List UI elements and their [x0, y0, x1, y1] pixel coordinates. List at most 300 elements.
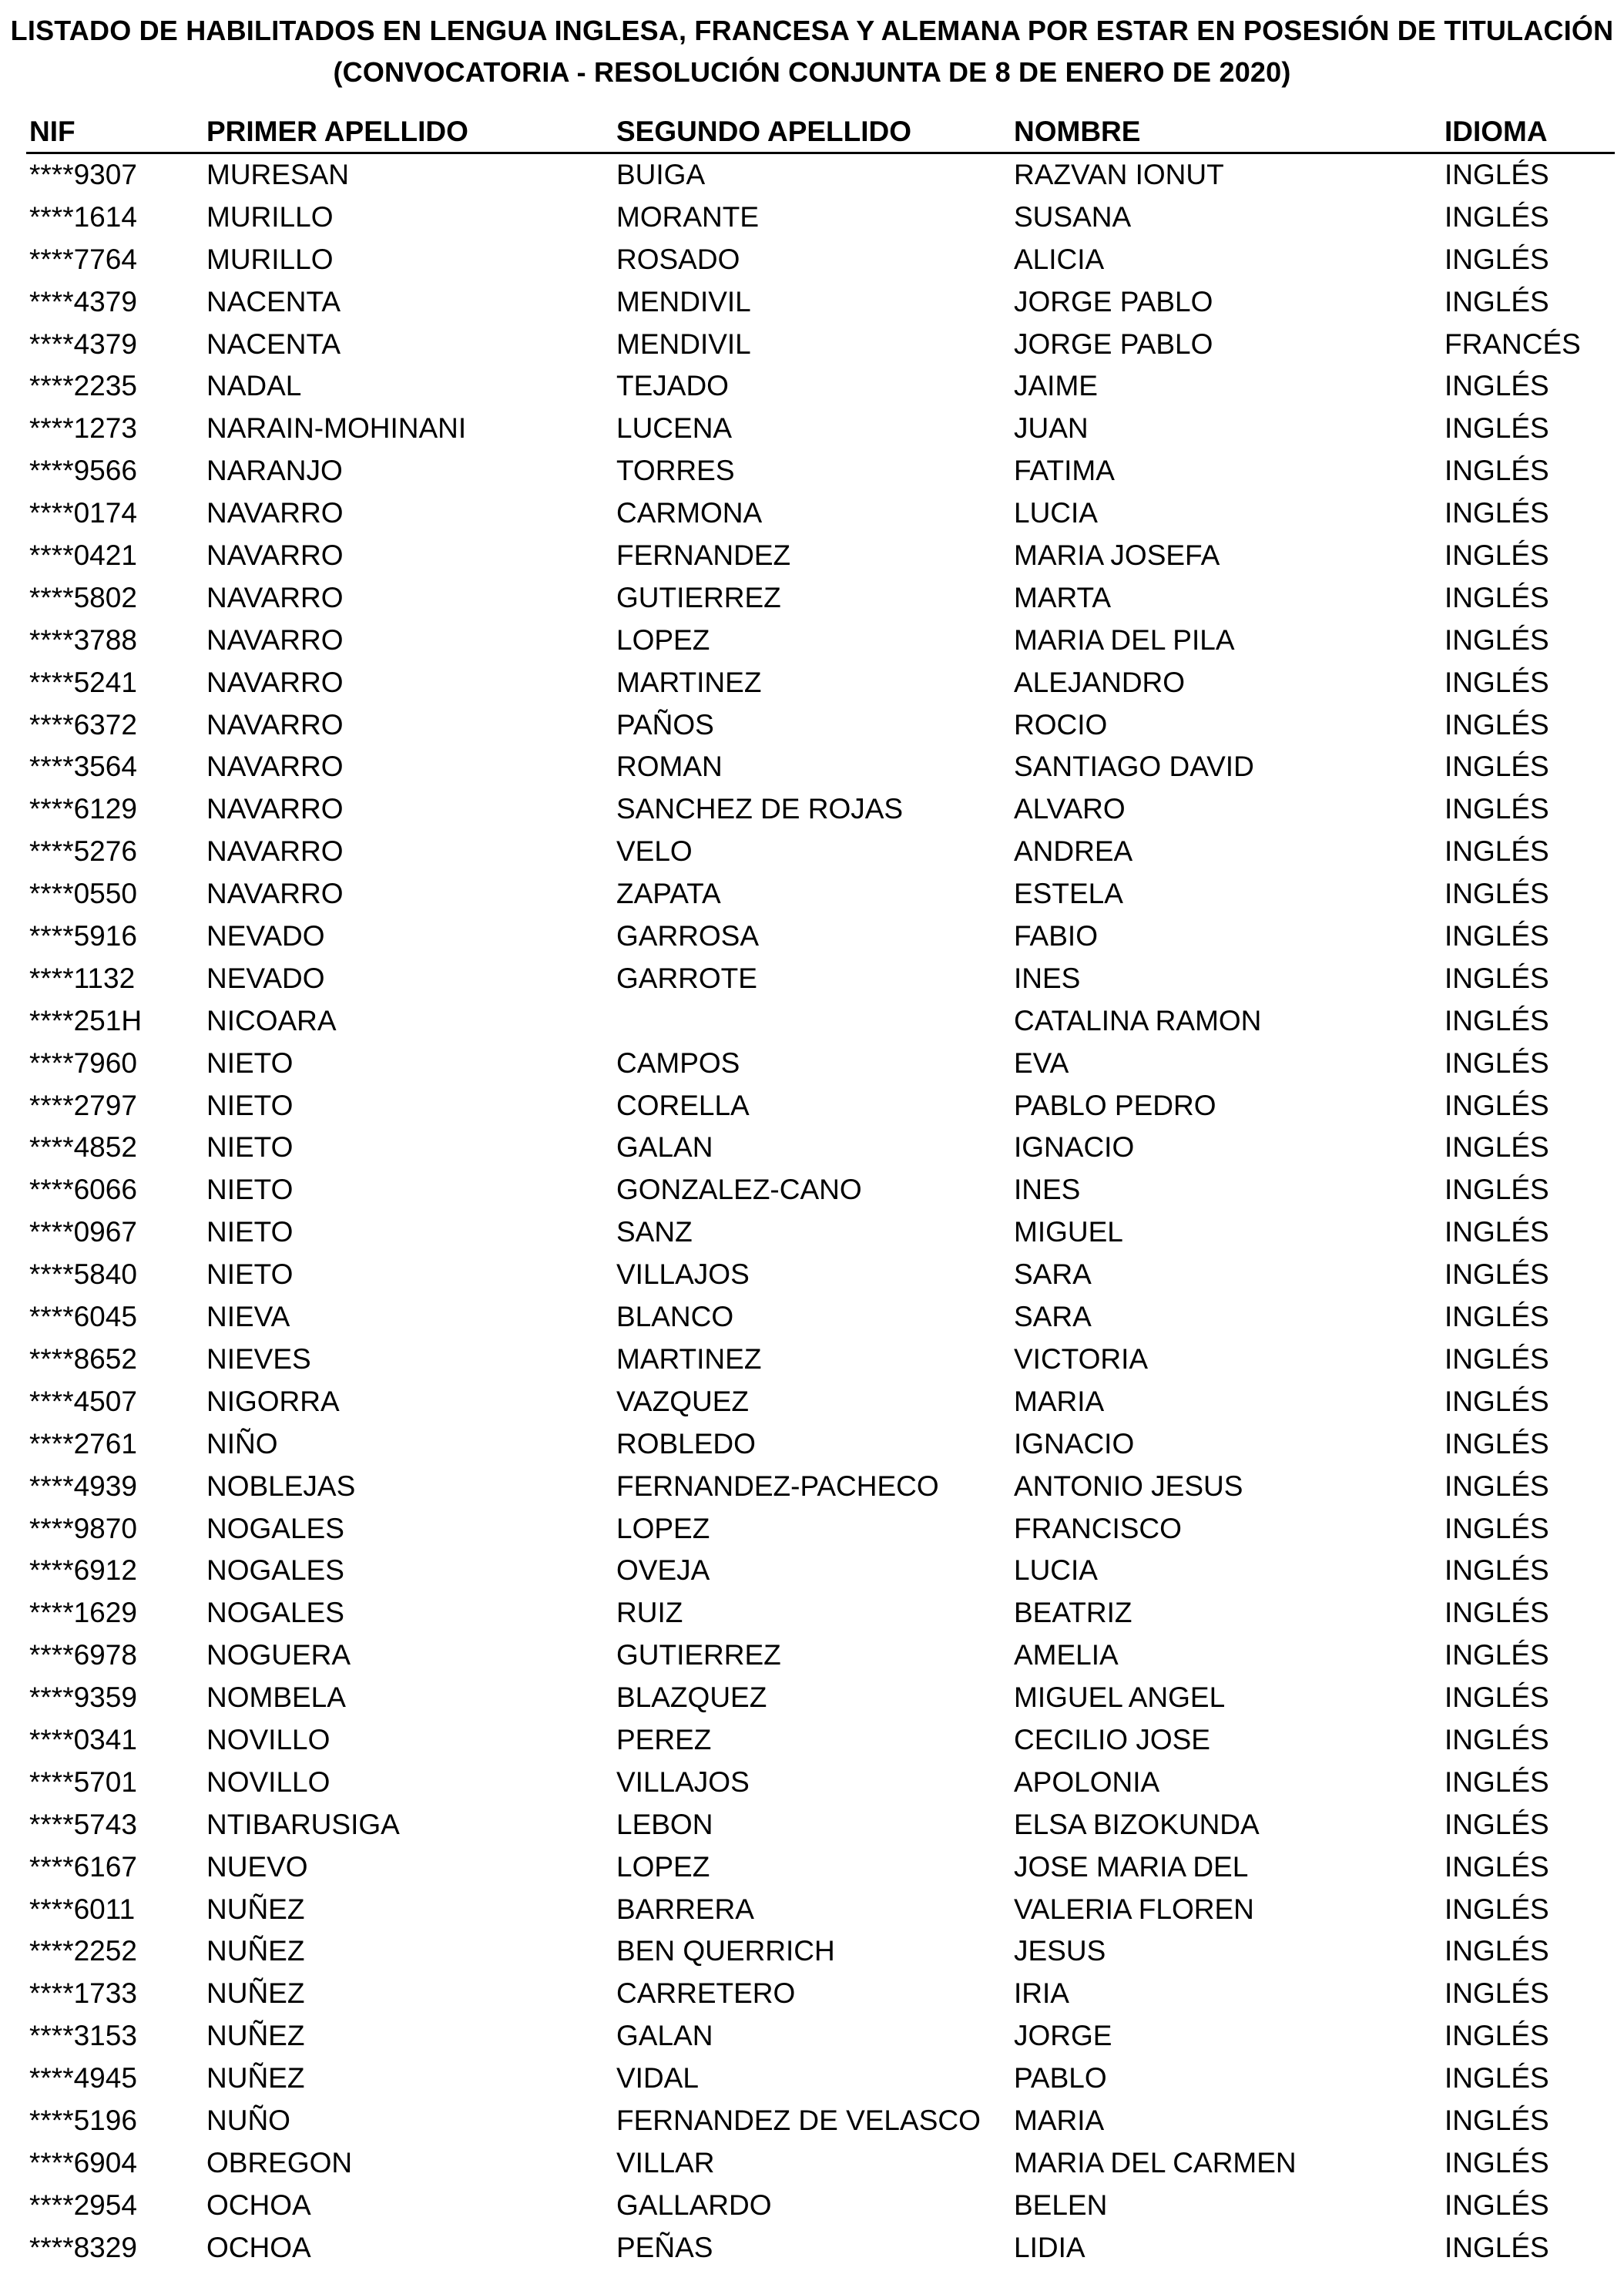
table-body — [0, 156, 1624, 2271]
table-row — [0, 832, 1624, 875]
cell-primer-apellido: NUÑEZ — [206, 2062, 305, 2095]
table-row — [0, 790, 1624, 832]
cell-segundo-apellido: ROBLEDO — [616, 1427, 756, 1460]
cell-idioma: INGLÉS — [1444, 2104, 1549, 2136]
cell-nombre: MARIA JOSEFA — [1014, 539, 1220, 572]
header-primer-apellido: PRIMER APELLIDO — [206, 116, 468, 147]
cell-primer-apellido: NUÑEZ — [206, 1977, 305, 2010]
cell-nombre: JUAN — [1014, 412, 1089, 445]
cell-nif: ****9359 — [29, 1681, 137, 1714]
cell-idioma: INGLÉS — [1444, 962, 1549, 994]
cell-idioma: INGLÉS — [1444, 2146, 1549, 2179]
cell-nombre: VICTORIA — [1014, 1342, 1149, 1375]
cell-segundo-apellido: BLANCO — [616, 1301, 734, 1333]
cell-segundo-apellido: GUTIERREZ — [616, 581, 781, 613]
table-row — [0, 875, 1624, 917]
cell-nif: ****7960 — [29, 1046, 137, 1079]
cell-nif: ****251H — [29, 1004, 143, 1036]
cell-segundo-apellido: LOPEZ — [616, 1512, 710, 1544]
cell-idioma: INGLÉS — [1444, 2020, 1549, 2052]
table-row — [0, 1763, 1624, 1806]
cell-idioma: INGLÉS — [1444, 708, 1549, 741]
cell-nif: ****8329 — [29, 2231, 137, 2263]
cell-segundo-apellido: GALAN — [616, 1131, 713, 1164]
table-row — [0, 325, 1624, 368]
cell-segundo-apellido: MENDIVIL — [616, 285, 751, 317]
cell-idioma: INGLÉS — [1444, 1512, 1549, 1544]
cell-nombre: MARIA — [1014, 1385, 1105, 1417]
cell-idioma: INGLÉS — [1444, 2062, 1549, 2095]
cell-nif: ****0550 — [29, 878, 137, 910]
cell-nif: ****4939 — [29, 1470, 137, 1502]
table-row — [0, 1974, 1624, 2017]
cell-nombre: ANDREA — [1014, 835, 1133, 868]
cell-idioma: INGLÉS — [1444, 1850, 1549, 1883]
cell-nombre: CECILIO JOSE — [1014, 1723, 1210, 1755]
cell-primer-apellido: NAVARRO — [206, 793, 344, 825]
cell-primer-apellido: NAVARRO — [206, 497, 344, 529]
table-row — [0, 1382, 1624, 1425]
cell-nombre: INES — [1014, 1174, 1081, 1206]
cell-primer-apellido: NOBLEJAS — [206, 1470, 356, 1502]
cell-nombre: APOLONIA — [1014, 1765, 1160, 1798]
cell-segundo-apellido: GONZALEZ-CANO — [616, 1174, 862, 1206]
cell-nombre: JOSE MARIA DEL — [1014, 1850, 1249, 1883]
cell-idioma: INGLÉS — [1444, 2231, 1549, 2263]
table-row — [0, 2186, 1624, 2229]
cell-segundo-apellido: MARTINEZ — [616, 1342, 762, 1375]
cell-nif: ****5241 — [29, 666, 137, 698]
table-row — [0, 283, 1624, 325]
cell-idioma: INGLÉS — [1444, 1089, 1549, 1121]
table-row — [0, 663, 1624, 706]
cell-nif: ****4945 — [29, 2062, 137, 2095]
cell-idioma: INGLÉS — [1444, 1935, 1549, 1967]
cell-nombre: ESTELA — [1014, 878, 1123, 910]
table-row — [0, 1594, 1624, 1636]
cell-primer-apellido: NUÑEZ — [206, 1935, 305, 1967]
cell-nombre: MARIA DEL CARMEN — [1014, 2146, 1297, 2179]
header-idioma: IDIOMA — [1444, 116, 1548, 147]
cell-idioma: INGLÉS — [1444, 243, 1549, 275]
cell-primer-apellido: NIETO — [206, 1046, 294, 1079]
cell-nif: ****1614 — [29, 200, 137, 233]
cell-idioma: INGLÉS — [1444, 1342, 1549, 1375]
cell-segundo-apellido: CORELLA — [616, 1089, 750, 1121]
cell-nif: ****3788 — [29, 623, 137, 656]
cell-nif: ****5701 — [29, 1765, 137, 1798]
cell-idioma: INGLÉS — [1444, 1808, 1549, 1840]
cell-nif: ****6066 — [29, 1174, 137, 1206]
cell-segundo-apellido: VELO — [616, 835, 693, 868]
table-row — [0, 621, 1624, 663]
cell-idioma: INGLÉS — [1444, 455, 1549, 487]
cell-primer-apellido: NOMBELA — [206, 1681, 346, 1714]
cell-nombre: MIGUEL — [1014, 1216, 1123, 1248]
table-row — [0, 156, 1624, 198]
table-row — [0, 2017, 1624, 2059]
cell-segundo-apellido: VILLAR — [616, 2146, 715, 2179]
cell-idioma: INGLÉS — [1444, 1131, 1549, 1164]
cell-nif: ****5196 — [29, 2104, 137, 2136]
cell-nombre: RAZVAN IONUT — [1014, 159, 1224, 190]
table-row — [0, 1087, 1624, 1129]
cell-primer-apellido: NIGORRA — [206, 1385, 340, 1417]
cell-idioma: INGLÉS — [1444, 1258, 1549, 1291]
cell-primer-apellido: NAVARRO — [206, 539, 344, 572]
cell-primer-apellido: NIEVES — [206, 1342, 311, 1375]
cell-primer-apellido: NUEVO — [206, 1850, 308, 1883]
cell-nombre: ELSA BIZOKUNDA — [1014, 1808, 1260, 1840]
cell-nombre: JORGE PABLO — [1014, 285, 1213, 317]
cell-primer-apellido: OCHOA — [206, 2231, 311, 2263]
cell-idioma: INGLÉS — [1444, 751, 1549, 783]
cell-segundo-apellido: FERNANDEZ-PACHECO — [616, 1470, 939, 1502]
table-row — [0, 198, 1624, 240]
cell-segundo-apellido: PAÑOS — [616, 708, 714, 741]
cell-segundo-apellido: TEJADO — [616, 370, 729, 402]
table-row — [0, 1848, 1624, 1890]
table-row — [0, 747, 1624, 790]
cell-nif: ****6372 — [29, 708, 137, 741]
cell-nombre: LIDIA — [1014, 2231, 1085, 2263]
cell-segundo-apellido: LUCENA — [616, 412, 733, 445]
cell-nif: ****6011 — [29, 1893, 136, 1925]
table-row — [0, 1298, 1624, 1340]
cell-segundo-apellido: ROSADO — [616, 243, 740, 275]
cell-segundo-apellido: CARMONA — [616, 497, 763, 529]
cell-nombre: ROCIO — [1014, 708, 1108, 741]
table-row — [0, 2059, 1624, 2101]
cell-nif: ****2797 — [29, 1089, 137, 1121]
cell-primer-apellido: NUÑEZ — [206, 1893, 305, 1925]
cell-nif: ****6045 — [29, 1301, 137, 1333]
cell-nif: ****5802 — [29, 581, 137, 613]
cell-primer-apellido: NOVILLO — [206, 1723, 331, 1755]
cell-idioma: INGLÉS — [1444, 1765, 1549, 1798]
table-row — [0, 536, 1624, 579]
cell-segundo-apellido: BARRERA — [616, 1893, 754, 1925]
cell-nif: ****2252 — [29, 1935, 137, 1967]
cell-primer-apellido: OBREGON — [206, 2146, 353, 2179]
cell-nif: ****0421 — [29, 539, 137, 572]
cell-nombre: SARA — [1014, 1301, 1092, 1333]
cell-nombre: MARIA — [1014, 2104, 1105, 2136]
cell-primer-apellido: NEVADO — [206, 962, 325, 994]
cell-nombre: MIGUEL ANGEL — [1014, 1681, 1226, 1714]
document-subtitle: (CONVOCATORIA - RESOLUCIÓN CONJUNTA DE 8 DE ENERO DE 2020) — [333, 56, 1291, 88]
cell-segundo-apellido: ZAPATA — [616, 878, 721, 910]
cell-segundo-apellido: SANZ — [616, 1216, 693, 1248]
cell-idioma: INGLÉS — [1444, 1681, 1549, 1714]
cell-nombre: ALEJANDRO — [1014, 666, 1186, 698]
cell-primer-apellido: NAVARRO — [206, 835, 344, 868]
cell-nombre: MARTA — [1014, 581, 1112, 613]
cell-primer-apellido: NARAIN-MOHINANI — [206, 412, 467, 445]
table-row — [0, 1467, 1624, 1510]
cell-segundo-apellido: LOPEZ — [616, 1850, 710, 1883]
cell-segundo-apellido: RUIZ — [616, 1597, 683, 1629]
cell-idioma: INGLÉS — [1444, 1723, 1549, 1755]
cell-nombre: ANTONIO JESUS — [1014, 1470, 1243, 1502]
cell-nif: ****9566 — [29, 455, 137, 487]
cell-idioma: INGLÉS — [1444, 1046, 1549, 1079]
cell-idioma: INGLÉS — [1444, 1639, 1549, 1671]
table-row — [0, 2144, 1624, 2186]
cell-nif: ****6167 — [29, 1850, 137, 1883]
table-row — [0, 452, 1624, 494]
cell-idioma: INGLÉS — [1444, 920, 1549, 952]
cell-segundo-apellido: MORANTE — [616, 200, 759, 233]
table-row — [0, 1721, 1624, 1763]
cell-primer-apellido: NADAL — [206, 370, 302, 402]
cell-idioma: INGLÉS — [1444, 1893, 1549, 1925]
cell-segundo-apellido: MENDIVIL — [616, 328, 751, 360]
cell-nombre: SANTIAGO DAVID — [1014, 751, 1254, 783]
cell-idioma: INGLÉS — [1444, 1470, 1549, 1502]
cell-primer-apellido: NUÑEZ — [206, 2020, 305, 2052]
table-row — [0, 1340, 1624, 1382]
cell-nif: ****9870 — [29, 1512, 137, 1544]
table-row — [0, 2229, 1624, 2271]
cell-segundo-apellido: MARTINEZ — [616, 666, 762, 698]
cell-segundo-apellido: FERNANDEZ DE VELASCO — [616, 2104, 981, 2136]
cell-nombre: VALERIA FLOREN — [1014, 1893, 1254, 1925]
cell-nif: ****6978 — [29, 1639, 137, 1671]
cell-nombre: BELEN — [1014, 2189, 1108, 2221]
cell-idioma: INGLÉS — [1444, 1977, 1549, 2010]
header-nombre: NOMBRE — [1014, 116, 1141, 147]
table-row — [0, 1806, 1624, 1848]
cell-idioma: INGLÉS — [1444, 878, 1549, 910]
cell-nombre: IRIA — [1014, 1977, 1069, 2010]
table-row — [0, 579, 1624, 621]
cell-nif: ****0174 — [29, 497, 137, 529]
cell-segundo-apellido: VILLAJOS — [616, 1765, 750, 1798]
cell-idioma: INGLÉS — [1444, 1385, 1549, 1417]
cell-segundo-apellido: BEN QUERRICH — [616, 1935, 835, 1967]
cell-nif: ****6904 — [29, 2146, 137, 2179]
document-title: LISTADO DE HABILITADOS EN LENGUA INGLESA, FRANCESA Y ALEMANA POR ESTAR EN POSESIÓN DE TITULACIÓN — [10, 15, 1614, 46]
table-row — [0, 1255, 1624, 1298]
cell-nif: ****2761 — [29, 1427, 137, 1460]
cell-primer-apellido: NIEVA — [206, 1301, 290, 1333]
cell-idioma: INGLÉS — [1444, 581, 1549, 613]
cell-primer-apellido: NOVILLO — [206, 1765, 331, 1798]
cell-nif: ****9307 — [29, 159, 137, 190]
cell-nif: ****5840 — [29, 1258, 137, 1291]
cell-primer-apellido: NACENTA — [206, 285, 341, 317]
cell-segundo-apellido: ROMAN — [616, 751, 723, 783]
cell-idioma: INGLÉS — [1444, 1301, 1549, 1333]
cell-primer-apellido: NAVARRO — [206, 878, 344, 910]
table-row — [0, 1128, 1624, 1171]
cell-segundo-apellido: GARROTE — [616, 962, 757, 994]
cell-nombre: MARIA DEL PILA — [1014, 623, 1235, 656]
cell-primer-apellido: NAVARRO — [206, 623, 344, 656]
cell-idioma: INGLÉS — [1444, 1427, 1549, 1460]
cell-primer-apellido: NIETO — [206, 1131, 294, 1164]
cell-idioma: FRANCÉS — [1444, 328, 1581, 360]
table-row — [0, 1171, 1624, 1213]
cell-nombre: PABLO — [1014, 2062, 1107, 2095]
header-divider — [26, 152, 1615, 154]
cell-segundo-apellido: GARROSA — [616, 920, 760, 952]
cell-idioma: INGLÉS — [1444, 497, 1549, 529]
cell-nif: ****5743 — [29, 1808, 137, 1840]
cell-idioma: INGLÉS — [1444, 1216, 1549, 1248]
cell-primer-apellido: MURILLO — [206, 200, 334, 233]
table-row — [0, 1044, 1624, 1087]
cell-primer-apellido: NAVARRO — [206, 666, 344, 698]
cell-idioma: INGLÉS — [1444, 1174, 1549, 1206]
cell-nif: ****5916 — [29, 920, 137, 952]
cell-primer-apellido: NICOARA — [206, 1004, 337, 1036]
cell-nombre: ALVARO — [1014, 793, 1126, 825]
cell-segundo-apellido: BUIGA — [616, 159, 706, 190]
cell-idioma: INGLÉS — [1444, 2189, 1549, 2221]
cell-nombre: LUCIA — [1014, 1554, 1098, 1587]
cell-segundo-apellido: GUTIERREZ — [616, 1639, 781, 1671]
table-row — [0, 2101, 1624, 2144]
table-row — [0, 1932, 1624, 1974]
cell-idioma: INGLÉS — [1444, 835, 1549, 868]
cell-nombre: PABLO PEDRO — [1014, 1089, 1216, 1121]
cell-segundo-apellido: PEREZ — [616, 1723, 712, 1755]
cell-nombre: FATIMA — [1014, 455, 1115, 487]
table-row — [0, 494, 1624, 536]
cell-nif: ****3153 — [29, 2020, 137, 2052]
cell-nif: ****6129 — [29, 793, 137, 825]
cell-idioma: INGLÉS — [1444, 370, 1549, 402]
cell-idioma: INGLÉS — [1444, 1597, 1549, 1629]
cell-idioma: INGLÉS — [1444, 1554, 1549, 1587]
header-nif: NIF — [29, 116, 75, 147]
cell-nombre: JORGE — [1014, 2020, 1112, 2052]
cell-nombre: CATALINA RAMON — [1014, 1004, 1262, 1036]
cell-primer-apellido: OCHOA — [206, 2189, 311, 2221]
cell-nif: ****2954 — [29, 2189, 137, 2221]
cell-nif: ****1132 — [29, 962, 136, 994]
cell-idioma: INGLÉS — [1444, 159, 1549, 190]
cell-nombre: FRANCISCO — [1014, 1512, 1182, 1544]
cell-segundo-apellido: GALLARDO — [616, 2189, 772, 2221]
cell-nif: ****2235 — [29, 370, 137, 402]
cell-segundo-apellido: VIDAL — [616, 2062, 699, 2095]
cell-nif: ****8652 — [29, 1342, 137, 1375]
cell-idioma: INGLÉS — [1444, 793, 1549, 825]
cell-nif: ****5276 — [29, 835, 137, 868]
cell-segundo-apellido: VAZQUEZ — [616, 1385, 749, 1417]
cell-nombre: BEATRIZ — [1014, 1597, 1132, 1629]
cell-segundo-apellido: CAMPOS — [616, 1046, 740, 1079]
cell-segundo-apellido: OVEJA — [616, 1554, 710, 1587]
cell-idioma: INGLÉS — [1444, 200, 1549, 233]
table-row — [0, 1636, 1624, 1678]
cell-nombre: JESUS — [1014, 1935, 1106, 1967]
cell-segundo-apellido: FERNANDEZ — [616, 539, 791, 572]
cell-nif: ****1629 — [29, 1597, 137, 1629]
cell-nombre: JORGE PABLO — [1014, 328, 1213, 360]
cell-nombre: IGNACIO — [1014, 1131, 1135, 1164]
cell-segundo-apellido: VILLAJOS — [616, 1258, 750, 1291]
table-row — [0, 1890, 1624, 1933]
cell-primer-apellido: NAVARRO — [206, 708, 344, 741]
cell-nif: ****6912 — [29, 1554, 137, 1587]
cell-primer-apellido: NARANJO — [206, 455, 343, 487]
cell-nif: ****0341 — [29, 1723, 137, 1755]
cell-idioma: INGLÉS — [1444, 539, 1549, 572]
cell-nif: ****4379 — [29, 328, 137, 360]
cell-primer-apellido: NACENTA — [206, 328, 341, 360]
table-row — [0, 959, 1624, 1002]
table-row — [0, 1425, 1624, 1467]
cell-primer-apellido: NAVARRO — [206, 751, 344, 783]
table-row — [0, 1213, 1624, 1255]
cell-nif: ****4379 — [29, 285, 137, 317]
cell-primer-apellido: NTIBARUSIGA — [206, 1808, 400, 1840]
cell-primer-apellido: NOGALES — [206, 1554, 344, 1587]
cell-nif: ****1733 — [29, 1977, 137, 2010]
cell-primer-apellido: NOGALES — [206, 1512, 344, 1544]
cell-nombre: JAIME — [1014, 370, 1098, 402]
cell-nombre: EVA — [1014, 1046, 1069, 1079]
table-row — [0, 409, 1624, 452]
cell-primer-apellido: MURILLO — [206, 243, 334, 275]
cell-segundo-apellido: PEÑAS — [616, 2231, 713, 2263]
cell-primer-apellido: NIETO — [206, 1089, 294, 1121]
cell-nif: ****4852 — [29, 1131, 137, 1164]
cell-nif: ****3564 — [29, 751, 137, 783]
cell-segundo-apellido: SANCHEZ DE ROJAS — [616, 793, 904, 825]
cell-segundo-apellido: GALAN — [616, 2020, 713, 2052]
table-row — [0, 706, 1624, 748]
cell-primer-apellido: NIETO — [206, 1174, 294, 1206]
table-row — [0, 1510, 1624, 1552]
cell-nif: ****7764 — [29, 243, 137, 275]
cell-primer-apellido: NOGUERA — [206, 1639, 351, 1671]
cell-primer-apellido: NAVARRO — [206, 581, 344, 613]
cell-segundo-apellido: CARRETERO — [616, 1977, 796, 2010]
cell-primer-apellido: NOGALES — [206, 1597, 344, 1629]
table-row — [0, 240, 1624, 283]
cell-primer-apellido: NEVADO — [206, 920, 325, 952]
table-row — [0, 1551, 1624, 1594]
table-row — [0, 1002, 1624, 1044]
cell-nombre: LUCIA — [1014, 497, 1098, 529]
cell-segundo-apellido: TORRES — [616, 455, 735, 487]
cell-idioma: INGLÉS — [1444, 285, 1549, 317]
cell-primer-apellido: NIETO — [206, 1258, 294, 1291]
cell-idioma: INGLÉS — [1444, 666, 1549, 698]
cell-idioma: INGLÉS — [1444, 412, 1549, 445]
cell-nif: ****0967 — [29, 1216, 137, 1248]
cell-nombre: SARA — [1014, 1258, 1092, 1291]
cell-nombre: AMELIA — [1014, 1639, 1119, 1671]
cell-primer-apellido: NUÑO — [206, 2104, 290, 2136]
cell-idioma: INGLÉS — [1444, 1004, 1549, 1036]
cell-segundo-apellido: LEBON — [616, 1808, 713, 1840]
cell-nombre: SUSANA — [1014, 200, 1132, 233]
cell-nif: ****1273 — [29, 412, 137, 445]
cell-idioma: INGLÉS — [1444, 623, 1549, 656]
cell-primer-apellido: NIÑO — [206, 1427, 278, 1460]
table-row — [0, 1678, 1624, 1721]
cell-nombre: ALICIA — [1014, 243, 1105, 275]
header-segundo-apellido: SEGUNDO APELLIDO — [616, 116, 912, 147]
cell-primer-apellido: MURESAN — [206, 159, 350, 190]
cell-nombre: IGNACIO — [1014, 1427, 1135, 1460]
